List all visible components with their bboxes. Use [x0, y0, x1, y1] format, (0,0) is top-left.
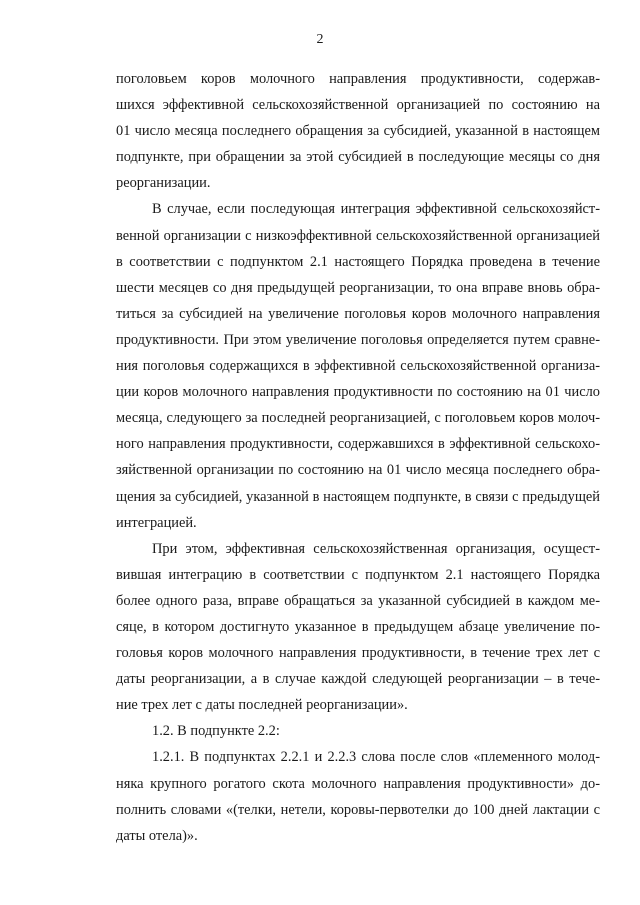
text-line: интеграцией.: [116, 514, 197, 531]
text-line: ции коров молочного направления продуктивности по состоянию на 01 число: [116, 384, 600, 401]
text-line: вившая интеграцию в соответствии с подпунктом 2.1 настоящего Порядка: [116, 566, 600, 583]
text-line: титься за субсидией на увеличение поголовья коров молочного направления: [116, 305, 600, 322]
text-line: поголовьем коров молочного направления продуктивности, содержав-: [116, 71, 600, 87]
text-line: даты реорганизации, а в случае каждой следующей реорганизации – в тече-: [116, 671, 600, 688]
text-line: шести месяцев со дня предыдущей реорганизации, то она вправе вновь обра-: [116, 279, 600, 296]
text-line: 1.2. В подпункте 2.2:: [152, 723, 280, 740]
text-line: При этом, эффективная сельскохозяйственная организация, осущест-: [152, 540, 600, 557]
text-line: ного направления продуктивности, содержавшихся в эффективной сельскохо-: [116, 436, 600, 453]
text-line: месяца, следующего за последней реорганизацией, с поголовьем коров молоч-: [116, 410, 600, 427]
text-line: щения за субсидией, указанной в настоящем подпункте, в связи с предыдущей: [116, 488, 600, 505]
text-line: 1.2.1. В подпунктах 2.2.1 и 2.2.3 слова после слов «племенного молод-: [152, 749, 600, 766]
text-line: сяце, в котором достигнуто указанное в предыдущем абзаце увеличение по-: [116, 618, 600, 635]
text-line: полнить словами «(телки, нетели, коровы-первотелки до 100 дней лактации с: [116, 801, 600, 818]
text-line: В случае, если последующая интеграция эффективной сельскохозяйст-: [152, 201, 600, 218]
text-line: зяйственной организации по состоянию на 01 число месяца последнего обра-: [116, 462, 600, 479]
text-line: няка крупного рогатого скота молочного направления продуктивности» до-: [116, 775, 600, 792]
text-line: продуктивности. При этом увеличение поголовья определяется путем сравне-: [116, 331, 600, 348]
page-number: 2: [316, 32, 324, 47]
text-line: ния поголовья содержащихся в эффективной сельскохозяйственной организа-: [116, 358, 600, 375]
text-line: головья коров молочного направления продуктивности, в течение трех лет с: [116, 645, 600, 662]
text-line: ние трех лет с даты последней реорганизации».: [116, 697, 408, 714]
text-line: реорганизации.: [116, 175, 211, 192]
text-line: более одного раза, вправе обращаться за указанной субсидией в каждом ме-: [116, 592, 600, 609]
text-line: венной организации с низкоэффективной сельскохозяйственной организацией: [116, 227, 600, 244]
text-line: даты отела)».: [116, 827, 198, 844]
text-line: шихся эффективной сельскохозяйственной организацией по состоянию на: [116, 97, 600, 114]
document-body: [116, 66, 600, 849]
text-line: 01 число месяца последнего обращения за субсидией, указанной в настоящем: [116, 123, 600, 140]
text-line: в соответствии с подпунктом 2.1 настоящего Порядка проведена в течение: [116, 253, 600, 270]
text-line: подпункте, при обращении за этой субсидией в последующие месяцы со дня: [116, 149, 600, 166]
